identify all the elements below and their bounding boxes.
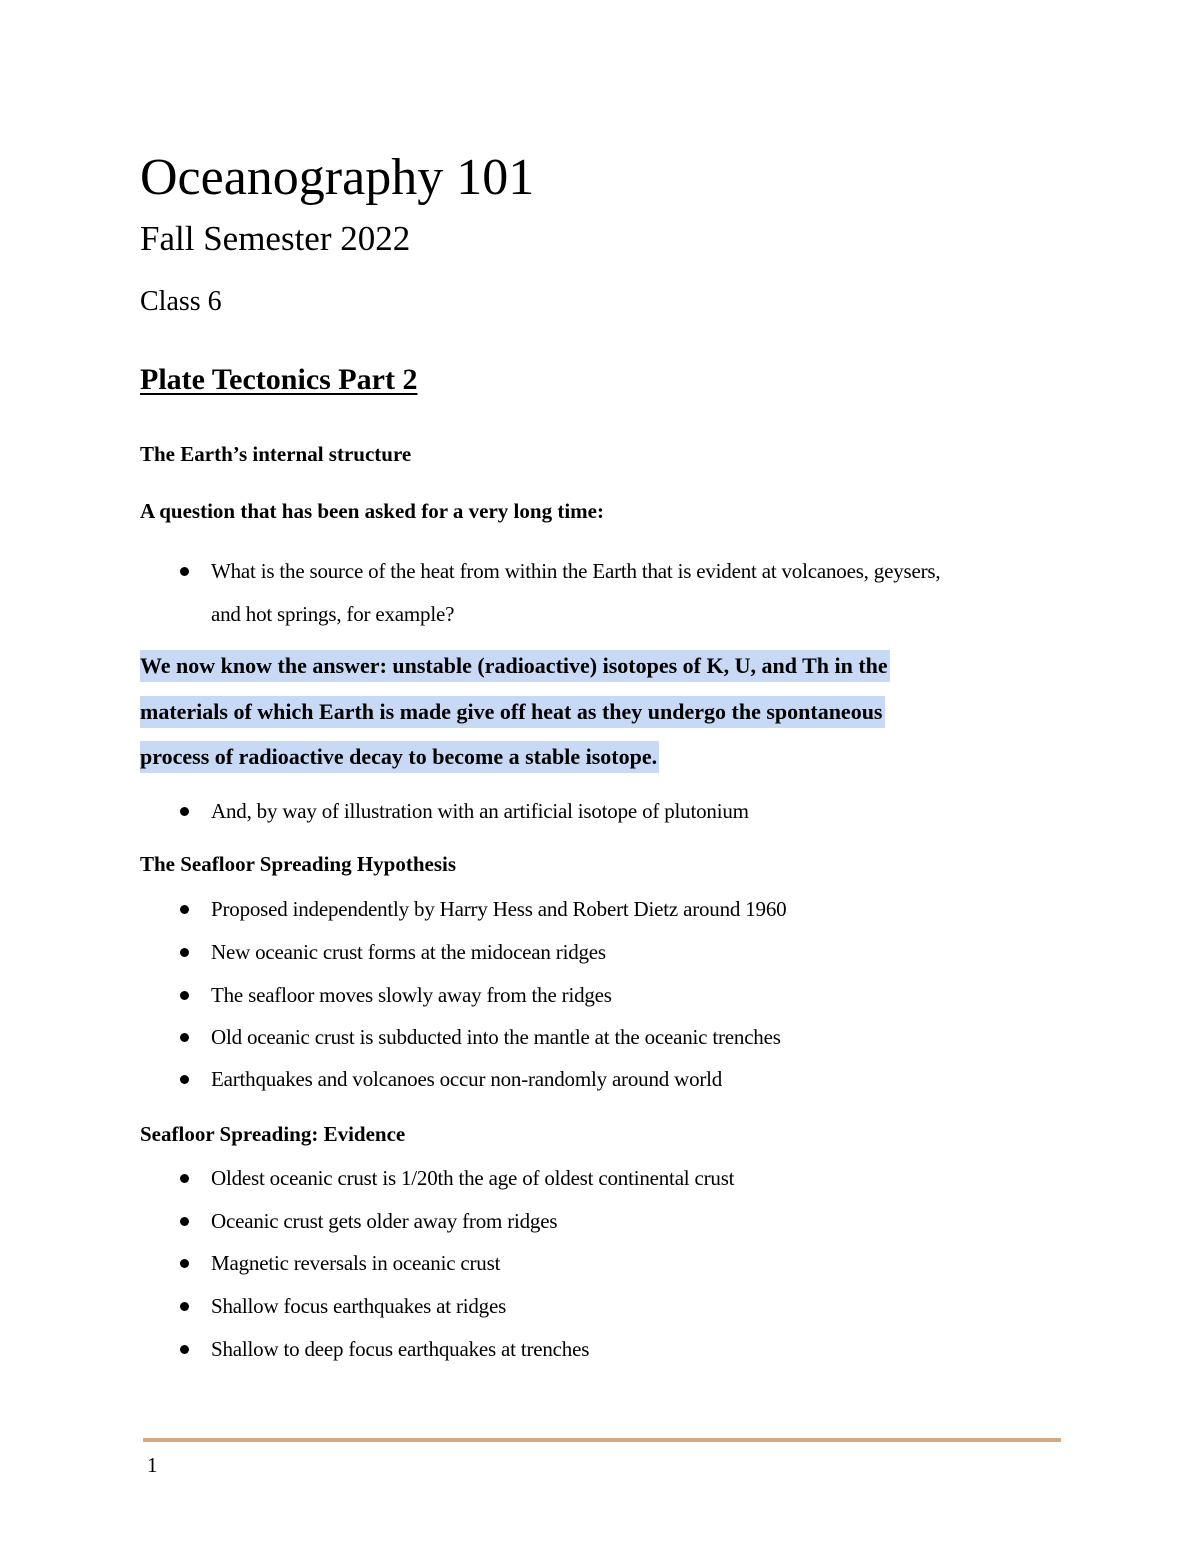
list-item-text: Oldest oceanic crust is 1/20th the age of oldest continental crust [211, 1166, 735, 1190]
list-item-text: Shallow focus earthquakes at ridges [211, 1294, 507, 1318]
list-item-text: New oceanic crust forms at the midocean ridges [211, 940, 606, 964]
bullet-icon [180, 1033, 189, 1042]
illustration-bullet-text: And, by way of illustration with an artificial isotope of plutonium [211, 799, 749, 823]
bullet-icon [180, 567, 189, 576]
answer-line-3: process of radioactive decay to become a stable isotope. [140, 741, 659, 773]
list-item-text: Earthquakes and volcanoes occur non-randomly around world [211, 1067, 723, 1091]
question-heading: A question that has been asked for a very long time: [140, 499, 604, 523]
footer-divider [143, 1438, 1061, 1442]
bullet-icon [180, 1075, 189, 1084]
seafloor-hypothesis-heading: The Seafloor Spreading Hypothesis [140, 852, 457, 876]
section-title: Plate Tectonics Part 2 [140, 363, 418, 396]
list-item-text: Magnetic reversals in oceanic crust [211, 1251, 501, 1275]
list-item-text: The seafloor moves slowly away from the ridges [211, 983, 612, 1007]
document-subtitle: Fall Semester 2022 [140, 219, 411, 258]
list-item-text: Proposed independently by Harry Hess and Robert Dietz around 1960 [211, 897, 787, 921]
answer-line-2: materials of which Earth is made give off heat as they undergo the spontaneous [140, 696, 885, 728]
page-number: 1 [147, 1453, 158, 1477]
seafloor-evidence-heading: Seafloor Spreading: Evidence [140, 1122, 406, 1146]
list-item-text: Oceanic crust gets older away from ridges [211, 1209, 558, 1233]
bullet-icon [180, 1302, 189, 1311]
bullet-icon [180, 1174, 189, 1183]
answer-line-1: We now know the answer: unstable (radioactive) isotopes of K, U, and Th in the [140, 650, 890, 682]
bullet-icon [180, 807, 189, 816]
bullet-icon [180, 1259, 189, 1268]
bullet-icon [180, 991, 189, 1000]
bullet-icon [180, 1217, 189, 1226]
bullet-icon [180, 948, 189, 957]
class-label: Class 6 [140, 286, 222, 317]
question-bullet-line2: and hot springs, for example? [211, 602, 455, 626]
bullet-icon [180, 1345, 189, 1354]
internal-structure-heading: The Earth’s internal structure [140, 442, 412, 466]
bullet-icon [180, 905, 189, 914]
question-bullet-line1: What is the source of the heat from within the Earth that is evident at volcanoes, geysers, [211, 559, 941, 583]
document-title: Oceanography 101 [140, 149, 535, 206]
list-item-text: Old oceanic crust is subducted into the mantle at the oceanic trenches [211, 1025, 781, 1049]
list-item-text: Shallow to deep focus earthquakes at trenches [211, 1337, 590, 1361]
